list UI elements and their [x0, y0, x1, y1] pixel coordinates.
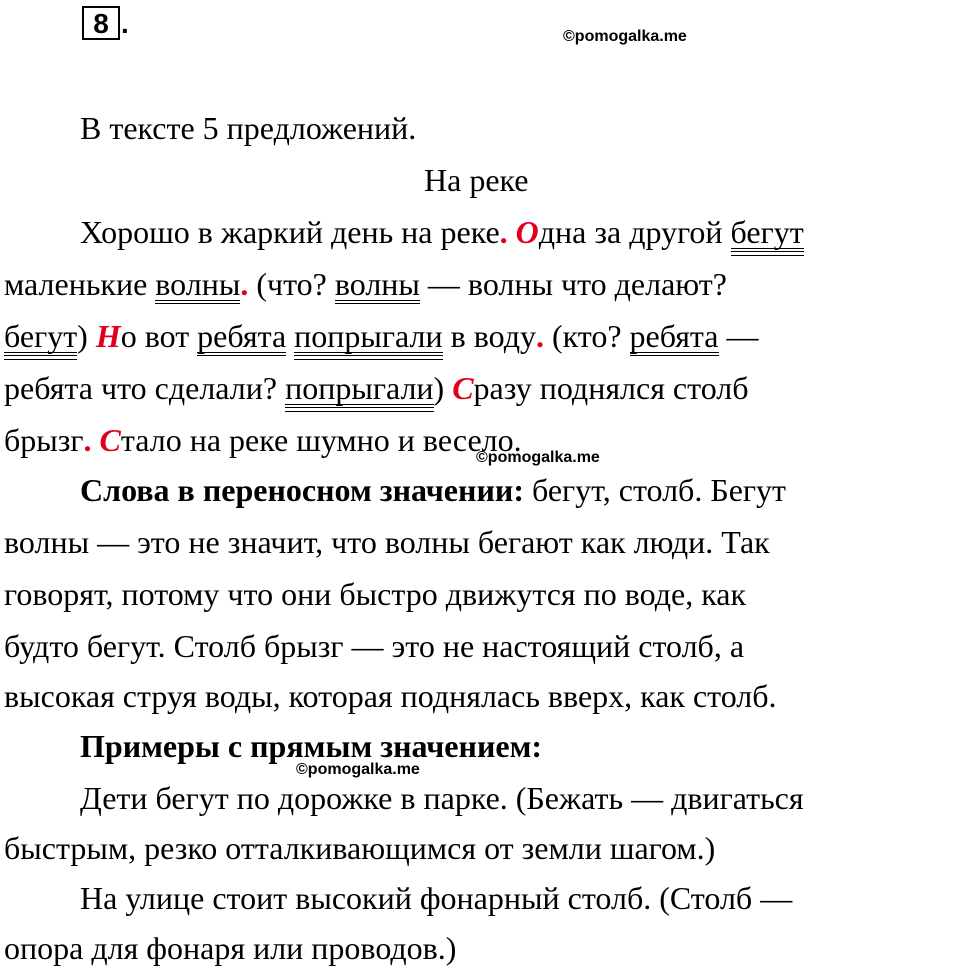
watermark-bottom: ©pomogalka.me [296, 761, 420, 778]
sentence-end-mark: . [535, 318, 544, 354]
watermark-top: ©pomogalka.me [563, 28, 687, 45]
figurative-heading: Слова в переносном значении: [80, 472, 524, 508]
story-line-1: Хорошо в жаркий день на реке. Одна за другой бегут [80, 214, 804, 250]
capital-letter: С [99, 422, 121, 458]
capital-letter: О [515, 214, 539, 250]
figurative-line-4: будто бегут. Столб брызг — это не настоящий столб, а [4, 628, 745, 664]
predicate-word: попрыгали [285, 370, 434, 406]
predicate-word: попрыгали [294, 318, 443, 354]
story-line-4: ребята что сделали? попрыгали) Сразу поднялся столб [4, 370, 749, 406]
figurative-line-5: высокая струя воды, которая поднялась вверх, как столб. [4, 678, 777, 714]
figurative-line-3: говорят, потому что они быстро движутся по воде, как [4, 576, 746, 612]
task-number-box [82, 6, 120, 40]
capital-letter: С [452, 370, 474, 406]
direct-heading: Примеры с прямым значением: [80, 728, 543, 764]
task-number-dot: . [121, 8, 129, 39]
capital-letter: Н [95, 318, 121, 354]
watermark-middle: ©pomogalka.me [476, 449, 600, 466]
direct-line-1: Дети бегут по дорожке в парке. (Бежать — двигаться [80, 780, 804, 816]
subject-word: ребята [197, 318, 287, 354]
predicate-word: бегут [4, 318, 78, 354]
story-title: На реке [424, 162, 529, 198]
subject-word: ребята [629, 318, 719, 354]
task-number: 8 [93, 8, 109, 39]
figurative-line-2: волны — это не значит, что волны бегают как люди. Так [4, 524, 770, 560]
intro-text: В тексте 5 предложений. [80, 110, 417, 146]
figurative-line-1: Слова в переносном значении: бегут, столб. Бегут [80, 472, 787, 508]
predicate-word: бегут [730, 214, 804, 250]
story-line-3: бегут) Но вот ребята попрыгали в воду. (кто? ребята — [4, 318, 759, 354]
subject-word: волны [334, 266, 420, 302]
direct-line-2: быстрым, резко отталкивающимся от земли шагом.) [4, 830, 716, 866]
subject-word: волны [155, 266, 241, 302]
sentence-end-mark: . [240, 266, 249, 302]
story-line-5: брызг. Стало на реке шумно и весело. [4, 422, 522, 458]
story-line-2: маленькие волны. (что? волны — волны что делают? [4, 266, 727, 302]
sentence-end-mark: . [83, 422, 92, 458]
direct-line-3: На улице стоит высокий фонарный столб. (Столб — [80, 880, 793, 916]
sentence-end-mark: . [499, 214, 508, 250]
direct-line-4: опора для фонаря или проводов.) [4, 930, 457, 966]
